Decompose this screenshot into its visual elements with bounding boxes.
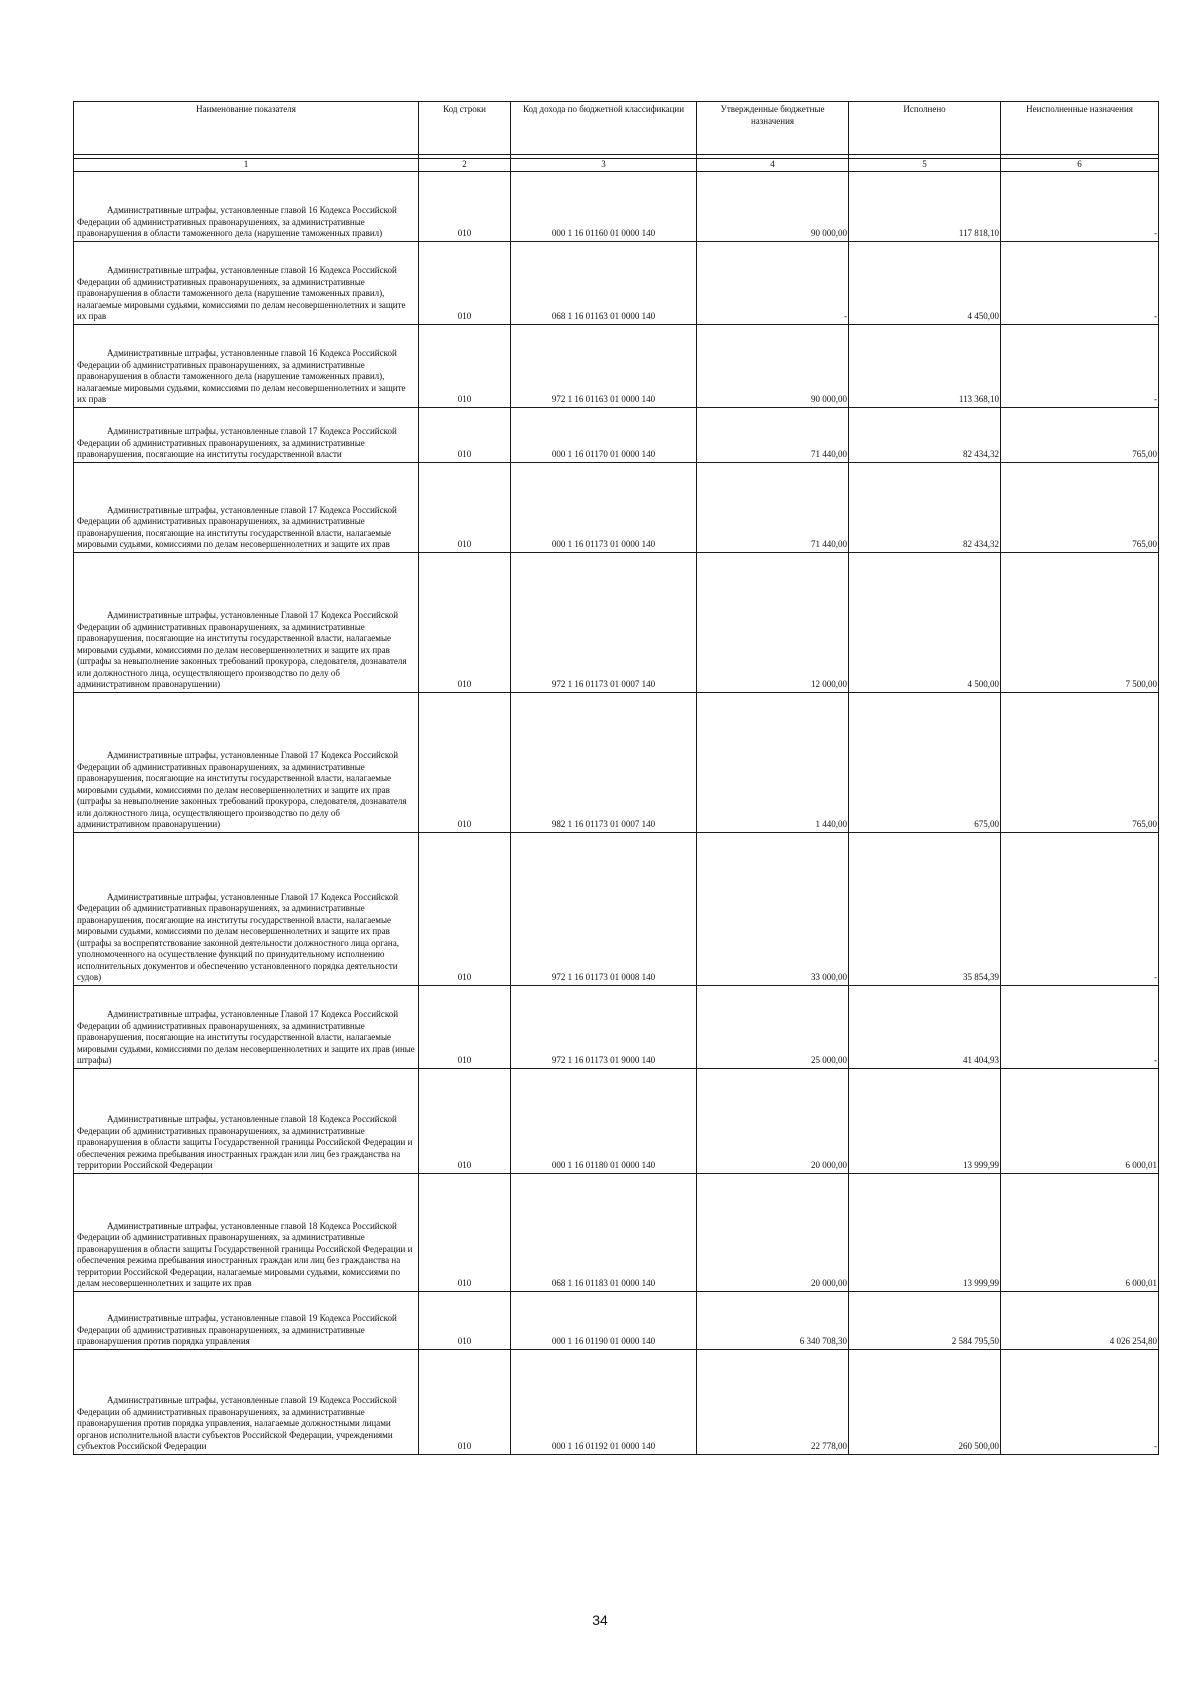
unexecuted-amount: 7 500,00 [1001,553,1159,693]
line-code: 010 [419,1292,511,1350]
unexecuted-amount: - [1001,1350,1159,1455]
income-code: 000 1 16 01192 01 0000 140 [511,1350,697,1455]
table-row [74,1174,1159,1292]
header-line-code: Код строки [419,102,511,155]
indicator-name: Административные штрафы, установленные Главой 17 Кодекса Российской Федерации об административных правонарушениях, за административные правонарушения, посягающие на институты государственной власти, налагаемые мировыми судьями, комиссиями по делам несовершеннолетних и защите их прав (штрафы за невыполнение законных требований прокурора, следователя, дознавателя или должностного лица, осуществляющего производство по делу об административном правонарушении) [74,553,419,693]
line-code: 010 [419,242,511,325]
approved-amount: 6 340 708,30 [697,1292,849,1350]
table-row [74,1069,1159,1174]
income-code: 000 1 16 01160 01 0000 140 [511,172,697,242]
income-code: 982 1 16 01173 01 0007 140 [511,693,697,833]
table-row [74,172,1159,242]
unexecuted-amount: - [1001,242,1159,325]
approved-amount: 20 000,00 [697,1174,849,1292]
unexecuted-amount: - [1001,325,1159,408]
indicator-name: Административные штрафы, установленные главой 16 Кодекса Российской Федерации об административных правонарушениях, за административные правонарушения в области таможенного дела (нарушение таможенных правил), налагаемые мировыми судьями, комиссиями по делам несовершеннолетних и защите их прав [74,242,419,325]
executed-amount: 113 368,10 [849,325,1001,408]
line-code: 010 [419,986,511,1069]
line-code: 010 [419,325,511,408]
approved-amount: 1 440,00 [697,693,849,833]
executed-amount: 117 818,10 [849,172,1001,242]
approved-amount: 90 000,00 [697,325,849,408]
line-code: 010 [419,1350,511,1455]
header-name: Наименование показателя [74,102,419,155]
table-row [74,833,1159,986]
line-code: 010 [419,553,511,693]
indicator-name: Административные штрафы, установленные главой 17 Кодекса Российской Федерации об административных правонарушениях, за административные правонарушения, посягающие на институты государственной власти, налагаемые мировыми судьями, комиссиями по делам несовершеннолетних и защите их прав [74,463,419,553]
approved-amount: 12 000,00 [697,553,849,693]
income-code: 972 1 16 01173 01 0008 140 [511,833,697,986]
indicator-name: Административные штрафы, установленные главой 19 Кодекса Российской Федерации об административных правонарушениях, за административные правонарушения против порядка управления, налагаемые должностными лицами органов исполнительной власти субъектов Российской Федерации, учреждениями субъектов Российской Федерации [74,1350,419,1455]
unexecuted-amount: 765,00 [1001,693,1159,833]
approved-amount: 33 000,00 [697,833,849,986]
executed-amount: 82 434,32 [849,408,1001,463]
column-number: 6 [1001,159,1159,172]
indicator-name: Административные штрафы, установленные главой 17 Кодекса Российской Федерации об административных правонарушениях, за административные правонарушения, посягающие на институты государственной власти [74,408,419,463]
column-number: 5 [849,159,1001,172]
column-number: 1 [74,159,419,172]
indicator-name: Административные штрафы, установленные Главой 17 Кодекса Российской Федерации об административных правонарушениях, за административные правонарушения, посягающие на институты государственной власти, налагаемые мировыми судьями, комиссиями по делам несовершеннолетних и защите их прав (штрафы за воспрепятствование законной деятельности должностного лица органа, уполномоченного на осуществление функций по принудительному исполнению исполнительных документов и обеспечению установленного порядка деятельности судов) [74,833,419,986]
income-code: 972 1 16 01173 01 9000 140 [511,986,697,1069]
header-executed: Исполнено [849,102,1001,155]
unexecuted-amount: 6 000,01 [1001,1069,1159,1174]
income-code: 068 1 16 01183 01 0000 140 [511,1174,697,1292]
unexecuted-amount: 4 026 254,80 [1001,1292,1159,1350]
header-unexecuted: Неисполненные назначения [1001,102,1159,155]
indicator-name: Административные штрафы, установленные главой 16 Кодекса Российской Федерации об административных правонарушениях, за административные правонарушения в области таможенного дела (нарушение таможенных правил), налагаемые мировыми судьями, комиссиями по делам несовершеннолетних и защите их прав [74,325,419,408]
executed-amount: 4 450,00 [849,242,1001,325]
table-row [74,986,1159,1069]
table-row [74,242,1159,325]
executed-amount: 35 854,39 [849,833,1001,986]
line-code: 010 [419,1174,511,1292]
income-code: 000 1 16 01170 01 0000 140 [511,408,697,463]
indicator-name: Административные штрафы, установленные главой 18 Кодекса Российской Федерации об административных правонарушениях, за административные правонарушения в области защиты Государственной границы Российской Федерации и обеспечения режима пребывания иностранных граждан или лиц без гражданства на территории Российской Федерации, налагаемые мировыми судьями, комиссиями по делам несовершеннолетних и защите их прав [74,1174,419,1292]
budget-table [73,101,1159,1455]
column-number: 3 [511,159,697,172]
table-row [74,693,1159,833]
line-code: 010 [419,172,511,242]
table-row [74,463,1159,553]
income-code: 972 1 16 01163 01 0000 140 [511,325,697,408]
income-code: 000 1 16 01173 01 0000 140 [511,463,697,553]
header-income-code: Код дохода по бюджетной классификации [511,102,697,155]
page-number: 34 [592,1612,608,1628]
unexecuted-amount: 6 000,01 [1001,1174,1159,1292]
executed-amount: 260 500,00 [849,1350,1001,1455]
table-row [74,325,1159,408]
income-code: 000 1 16 01180 01 0000 140 [511,1069,697,1174]
table-body [74,172,1159,1455]
approved-amount: 71 440,00 [697,408,849,463]
indicator-name: Административные штрафы, установленные главой 19 Кодекса Российской Федерации об административных правонарушениях, за административные правонарушения против порядка управления [74,1292,419,1350]
executed-amount: 13 999,99 [849,1069,1001,1174]
line-code: 010 [419,1069,511,1174]
income-code: 972 1 16 01173 01 0007 140 [511,553,697,693]
indicator-name: Административные штрафы, установленные главой 16 Кодекса Российской Федерации об административных правонарушениях, за административные правонарушения в области таможенного дела (нарушение таможенных правил) [74,172,419,242]
unexecuted-amount: - [1001,833,1159,986]
unexecuted-amount: 765,00 [1001,463,1159,553]
line-code: 010 [419,408,511,463]
column-number-row [74,159,1159,172]
approved-amount: - [697,242,849,325]
executed-amount: 82 434,32 [849,463,1001,553]
executed-amount: 13 999,99 [849,1174,1001,1292]
executed-amount: 41 404,93 [849,986,1001,1069]
table-header [74,102,1159,172]
executed-amount: 675,00 [849,693,1001,833]
approved-amount: 20 000,00 [697,1069,849,1174]
indicator-name: Административные штрафы, установленные Главой 17 Кодекса Российской Федерации об административных правонарушениях, за административные правонарушения, посягающие на институты государственной власти, налагаемые мировыми судьями, комиссиями по делам несовершеннолетних и защите их прав (штрафы за невыполнение законных требований прокурора, следователя, дознавателя или должностного лица, осуществляющего производство по делу об административном правонарушении) [74,693,419,833]
income-code: 068 1 16 01163 01 0000 140 [511,242,697,325]
column-number: 4 [697,159,849,172]
unexecuted-amount: - [1001,986,1159,1069]
executed-amount: 4 500,00 [849,553,1001,693]
unexecuted-amount: - [1001,172,1159,242]
column-number: 2 [419,159,511,172]
approved-amount: 90 000,00 [697,172,849,242]
executed-amount: 2 584 795,50 [849,1292,1001,1350]
approved-amount: 25 000,00 [697,986,849,1069]
table-row [74,553,1159,693]
line-code: 010 [419,693,511,833]
income-code: 000 1 16 01190 01 0000 140 [511,1292,697,1350]
line-code: 010 [419,833,511,986]
table-row [74,408,1159,463]
header-approved: Утвержденные бюджетные назначения [697,102,849,155]
table-row [74,1292,1159,1350]
unexecuted-amount: 765,00 [1001,408,1159,463]
report-sheet [73,101,1158,1455]
table-row [74,1350,1159,1455]
approved-amount: 71 440,00 [697,463,849,553]
approved-amount: 22 778,00 [697,1350,849,1455]
line-code: 010 [419,463,511,553]
indicator-name: Административные штрафы, установленные главой 18 Кодекса Российской Федерации об административных правонарушениях, за административные правонарушения в области защиты Государственной границы Российской Федерации и обеспечения режима пребывания иностранных граждан или лиц без гражданства на территории Российской Федерации [74,1069,419,1174]
indicator-name: Административные штрафы, установленные Главой 17 Кодекса Российской Федерации об административных правонарушениях, за административные правонарушения, посягающие на институты государственной власти, налагаемые мировыми судьями, комиссиями по делам несовершеннолетних и защите их прав (иные штрафы) [74,986,419,1069]
